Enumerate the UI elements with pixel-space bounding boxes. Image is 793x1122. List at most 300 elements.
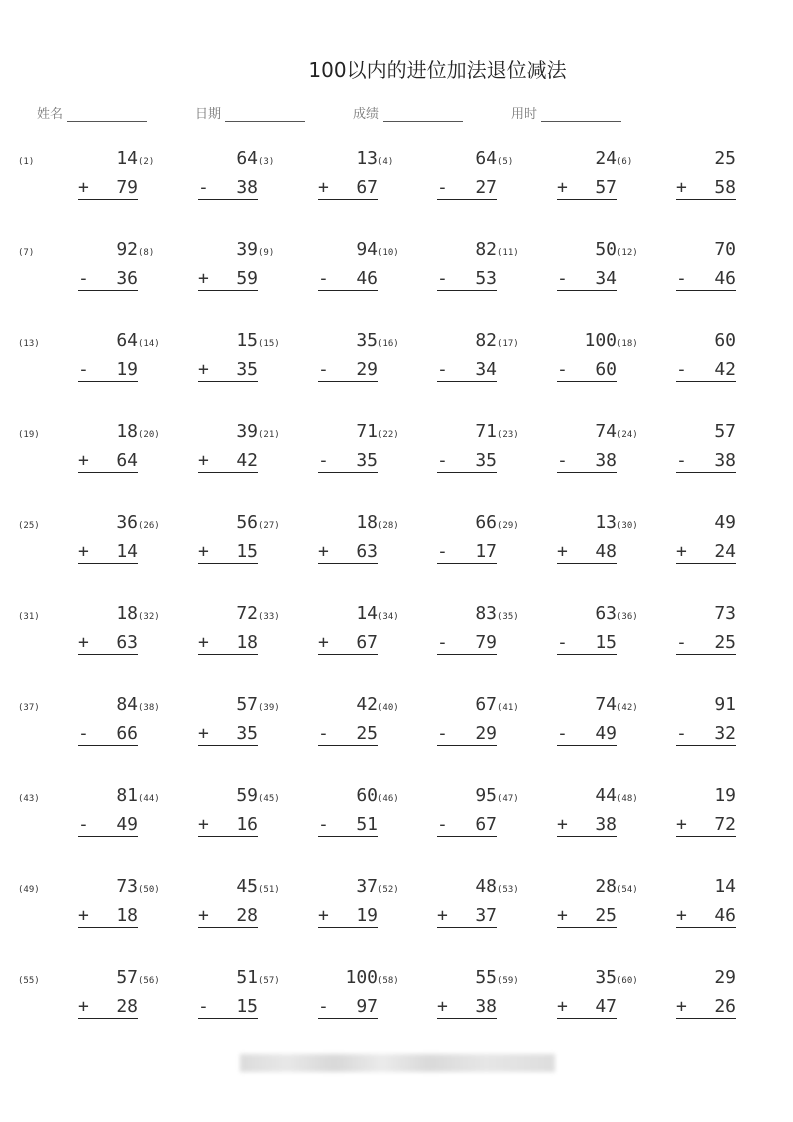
problem-item xyxy=(258,330,378,392)
second-operand: 28 xyxy=(116,996,138,1017)
problem-item xyxy=(377,876,497,938)
problem-number: (1) xyxy=(18,157,35,167)
problem-item xyxy=(138,421,258,483)
problem-number: (48) xyxy=(616,794,638,804)
problem-item xyxy=(18,148,138,210)
first-operand: 82 xyxy=(475,330,497,351)
problem-item xyxy=(138,694,258,756)
operator-sign: - xyxy=(557,632,568,653)
first-operand: 18 xyxy=(356,512,378,533)
operator-sign: + xyxy=(78,905,89,926)
answer-line[interactable] xyxy=(78,814,138,837)
first-operand: 73 xyxy=(116,876,138,897)
second-operand: 25 xyxy=(356,723,378,744)
first-operand: 56 xyxy=(236,512,258,533)
second-operand: 35 xyxy=(236,723,258,744)
operator-sign: + xyxy=(557,996,568,1017)
problem-number: (49) xyxy=(18,885,40,895)
answer-line[interactable] xyxy=(318,723,378,746)
second-operand: 37 xyxy=(475,905,497,926)
problem-number: (50) xyxy=(138,885,160,895)
problem-item xyxy=(377,694,497,756)
first-operand: 13 xyxy=(595,512,617,533)
answer-line[interactable] xyxy=(676,632,736,655)
problem-number: (33) xyxy=(258,612,280,622)
first-operand: 64 xyxy=(475,148,497,169)
problem-number: (46) xyxy=(377,794,399,804)
second-operand: 47 xyxy=(595,996,617,1017)
second-operand: 57 xyxy=(595,177,617,198)
problem-item xyxy=(497,330,617,392)
answer-line[interactable] xyxy=(437,450,497,473)
operator-sign: + xyxy=(198,723,209,744)
problem-number: (7) xyxy=(18,248,35,258)
problem-number: (4) xyxy=(377,157,394,167)
problem-item xyxy=(258,512,378,574)
answer-line[interactable] xyxy=(437,814,497,837)
first-operand: 73 xyxy=(714,603,736,624)
operator-sign: - xyxy=(437,268,448,289)
answer-line[interactable] xyxy=(198,814,258,837)
problem-number: (12) xyxy=(616,248,638,258)
answer-line[interactable] xyxy=(676,450,736,473)
answer-line[interactable] xyxy=(198,268,258,291)
name-label: 姓名 xyxy=(37,107,64,122)
problem-item xyxy=(258,876,378,938)
second-operand: 60 xyxy=(595,359,617,380)
answer-line[interactable] xyxy=(676,905,736,928)
operator-sign: - xyxy=(437,359,448,380)
second-operand: 26 xyxy=(714,996,736,1017)
problem-number: (37) xyxy=(18,703,40,713)
first-operand: 57 xyxy=(714,421,736,442)
problem-number: (35) xyxy=(497,612,519,622)
problem-item xyxy=(18,239,138,301)
problem-number: (17) xyxy=(497,339,519,349)
first-operand: 35 xyxy=(356,330,378,351)
problem-number: (26) xyxy=(138,521,160,531)
second-operand: 25 xyxy=(595,905,617,926)
answer-line[interactable] xyxy=(78,359,138,382)
problem-number: (31) xyxy=(18,612,40,622)
operator-sign: + xyxy=(198,359,209,380)
second-operand: 15 xyxy=(236,541,258,562)
second-operand: 46 xyxy=(356,268,378,289)
operator-sign: + xyxy=(318,541,329,562)
answer-line[interactable] xyxy=(676,268,736,291)
answer-line[interactable] xyxy=(676,177,736,200)
problem-number: (59) xyxy=(497,976,519,986)
operator-sign: + xyxy=(557,814,568,835)
operator-sign: - xyxy=(198,996,209,1017)
second-operand: 19 xyxy=(116,359,138,380)
first-operand: 35 xyxy=(595,967,617,988)
problem-item xyxy=(138,876,258,938)
first-operand: 72 xyxy=(236,603,258,624)
first-operand: 14 xyxy=(116,148,138,169)
problem-item xyxy=(138,330,258,392)
first-operand: 36 xyxy=(116,512,138,533)
first-operand: 48 xyxy=(475,876,497,897)
problem-number: (13) xyxy=(18,339,40,349)
second-operand: 49 xyxy=(116,814,138,835)
first-operand: 42 xyxy=(356,694,378,715)
answer-line[interactable] xyxy=(198,541,258,564)
operator-sign: + xyxy=(78,450,89,471)
operator-sign: - xyxy=(318,814,329,835)
operator-sign: + xyxy=(676,541,687,562)
answer-line[interactable] xyxy=(318,905,378,928)
answer-line[interactable] xyxy=(557,996,617,1019)
operator-sign: - xyxy=(676,632,687,653)
problem-item xyxy=(258,694,378,756)
answer-line[interactable] xyxy=(198,632,258,655)
operator-sign: - xyxy=(676,450,687,471)
answer-line[interactable] xyxy=(318,814,378,837)
answer-line[interactable] xyxy=(676,723,736,746)
answer-line[interactable] xyxy=(557,268,617,291)
problem-item xyxy=(616,512,736,574)
answer-line[interactable] xyxy=(437,359,497,382)
problem-item xyxy=(18,694,138,756)
answer-line[interactable] xyxy=(318,177,378,200)
operator-sign: + xyxy=(78,632,89,653)
answer-line[interactable] xyxy=(78,541,138,564)
problem-item xyxy=(138,603,258,665)
problem-item xyxy=(616,694,736,756)
answer-line[interactable] xyxy=(437,996,497,1019)
problem-number: (28) xyxy=(377,521,399,531)
answer-line[interactable] xyxy=(437,723,497,746)
operator-sign: + xyxy=(198,541,209,562)
second-operand: 42 xyxy=(714,359,736,380)
problem-number: (53) xyxy=(497,885,519,895)
operator-sign: + xyxy=(557,177,568,198)
problem-item xyxy=(497,876,617,938)
problem-number: (9) xyxy=(258,248,275,258)
second-operand: 46 xyxy=(714,905,736,926)
answer-line[interactable] xyxy=(318,359,378,382)
problem-number: (22) xyxy=(377,430,399,440)
problem-item xyxy=(18,967,138,1029)
problem-item xyxy=(497,512,617,574)
problem-number: (39) xyxy=(258,703,280,713)
second-operand: 46 xyxy=(714,268,736,289)
answer-line[interactable] xyxy=(557,541,617,564)
problem-item xyxy=(497,785,617,847)
operator-sign: - xyxy=(557,268,568,289)
second-operand: 58 xyxy=(714,177,736,198)
operator-sign: - xyxy=(318,996,329,1017)
answer-line[interactable] xyxy=(557,632,617,655)
problem-number: (38) xyxy=(138,703,160,713)
operator-sign: - xyxy=(676,723,687,744)
operator-sign: + xyxy=(198,450,209,471)
first-operand: 51 xyxy=(236,967,258,988)
problem-item xyxy=(18,603,138,665)
answer-line[interactable] xyxy=(198,177,258,200)
first-operand: 74 xyxy=(595,421,617,442)
answer-line[interactable] xyxy=(557,814,617,837)
problem-number: (25) xyxy=(18,521,40,531)
second-operand: 27 xyxy=(475,177,497,198)
answer-line[interactable] xyxy=(437,177,497,200)
operator-sign: + xyxy=(198,632,209,653)
first-operand: 64 xyxy=(236,148,258,169)
first-operand: 29 xyxy=(714,967,736,988)
first-operand: 81 xyxy=(116,785,138,806)
second-operand: 38 xyxy=(475,996,497,1017)
operator-sign: - xyxy=(437,541,448,562)
operator-sign: + xyxy=(198,268,209,289)
answer-line[interactable] xyxy=(78,268,138,291)
problem-item xyxy=(138,967,258,1029)
operator-sign: + xyxy=(676,905,687,926)
problem-item xyxy=(258,239,378,301)
second-operand: 38 xyxy=(236,177,258,198)
first-operand: 84 xyxy=(116,694,138,715)
first-operand: 45 xyxy=(236,876,258,897)
second-operand: 72 xyxy=(714,814,736,835)
time-label: 用时 xyxy=(511,107,538,122)
problem-item xyxy=(377,512,497,574)
second-operand: 38 xyxy=(595,450,617,471)
answer-line[interactable] xyxy=(78,723,138,746)
answer-line[interactable] xyxy=(318,996,378,1019)
second-operand: 34 xyxy=(595,268,617,289)
problem-item xyxy=(616,239,736,301)
answer-line[interactable] xyxy=(437,541,497,564)
problem-number: (54) xyxy=(616,885,638,895)
problem-number: (11) xyxy=(497,248,519,258)
answer-line[interactable] xyxy=(557,905,617,928)
operator-sign: - xyxy=(557,723,568,744)
problem-number: (55) xyxy=(18,976,40,986)
answer-line[interactable] xyxy=(557,359,617,382)
operator-sign: - xyxy=(318,723,329,744)
answer-line[interactable] xyxy=(676,541,736,564)
problem-item xyxy=(258,785,378,847)
problem-number: (20) xyxy=(138,430,160,440)
operator-sign: - xyxy=(437,450,448,471)
answer-line[interactable] xyxy=(318,268,378,291)
second-operand: 35 xyxy=(475,450,497,471)
first-operand: 37 xyxy=(356,876,378,897)
answer-line[interactable] xyxy=(676,359,736,382)
problem-number: (18) xyxy=(616,339,638,349)
second-operand: 64 xyxy=(116,450,138,471)
operator-sign: - xyxy=(676,359,687,380)
first-operand: 82 xyxy=(475,239,497,260)
problem-number: (16) xyxy=(377,339,399,349)
operator-sign: + xyxy=(78,996,89,1017)
problem-number: (2) xyxy=(138,157,155,167)
second-operand: 79 xyxy=(475,632,497,653)
operator-sign: + xyxy=(318,905,329,926)
problem-item xyxy=(497,239,617,301)
first-operand: 71 xyxy=(356,421,378,442)
problem-item xyxy=(138,239,258,301)
problem-number: (44) xyxy=(138,794,160,804)
answer-line[interactable] xyxy=(78,996,138,1019)
answer-line[interactable] xyxy=(318,541,378,564)
problem-number: (8) xyxy=(138,248,155,258)
answer-line[interactable] xyxy=(318,632,378,655)
answer-line[interactable] xyxy=(557,177,617,200)
second-operand: 34 xyxy=(475,359,497,380)
first-operand: 50 xyxy=(595,239,617,260)
first-operand: 25 xyxy=(714,148,736,169)
first-operand: 95 xyxy=(475,785,497,806)
first-operand: 70 xyxy=(714,239,736,260)
problem-number: (47) xyxy=(497,794,519,804)
operator-sign: - xyxy=(676,268,687,289)
answer-line[interactable] xyxy=(198,996,258,1019)
second-operand: 35 xyxy=(356,450,378,471)
answer-line[interactable] xyxy=(557,723,617,746)
second-operand: 38 xyxy=(714,450,736,471)
operator-sign: + xyxy=(676,814,687,835)
problem-item xyxy=(377,421,497,483)
answer-line[interactable] xyxy=(198,723,258,746)
second-operand: 14 xyxy=(116,541,138,562)
operator-sign: + xyxy=(676,996,687,1017)
answer-line[interactable] xyxy=(437,268,497,291)
answer-line[interactable] xyxy=(198,359,258,382)
operator-sign: + xyxy=(198,905,209,926)
answer-line[interactable] xyxy=(676,814,736,837)
blurred-footer-watermark xyxy=(240,1054,555,1072)
second-operand: 15 xyxy=(236,996,258,1017)
second-operand: 63 xyxy=(356,541,378,562)
first-operand: 39 xyxy=(236,421,258,442)
problem-number: (5) xyxy=(497,157,514,167)
problem-number: (57) xyxy=(258,976,280,986)
problem-number: (41) xyxy=(497,703,519,713)
problem-item xyxy=(616,603,736,665)
answer-line[interactable] xyxy=(78,632,138,655)
answer-line[interactable] xyxy=(557,450,617,473)
first-operand: 28 xyxy=(595,876,617,897)
first-operand: 15 xyxy=(236,330,258,351)
problem-number: (10) xyxy=(377,248,399,258)
problem-number: (32) xyxy=(138,612,160,622)
problem-number: (27) xyxy=(258,521,280,531)
answer-line[interactable] xyxy=(676,996,736,1019)
first-operand: 60 xyxy=(714,330,736,351)
problem-item xyxy=(497,421,617,483)
answer-line[interactable] xyxy=(198,450,258,473)
second-operand: 48 xyxy=(595,541,617,562)
problem-number: (23) xyxy=(497,430,519,440)
second-operand: 67 xyxy=(475,814,497,835)
problem-item xyxy=(497,694,617,756)
problem-number: (60) xyxy=(616,976,638,986)
operator-sign: - xyxy=(557,359,568,380)
first-operand: 83 xyxy=(475,603,497,624)
problem-item xyxy=(616,876,736,938)
problem-number: (43) xyxy=(18,794,40,804)
first-operand: 66 xyxy=(475,512,497,533)
problem-item xyxy=(138,785,258,847)
second-operand: 67 xyxy=(356,177,378,198)
operator-sign: + xyxy=(437,905,448,926)
problem-item xyxy=(616,967,736,1029)
second-operand: 29 xyxy=(356,359,378,380)
problem-item xyxy=(258,421,378,483)
operator-sign: + xyxy=(198,814,209,835)
second-operand: 25 xyxy=(714,632,736,653)
first-operand: 14 xyxy=(714,876,736,897)
operator-sign: + xyxy=(318,632,329,653)
score-label: 成绩 xyxy=(353,107,380,122)
operator-sign: - xyxy=(78,814,89,835)
answer-line[interactable] xyxy=(78,905,138,928)
operator-sign: - xyxy=(318,450,329,471)
second-operand: 66 xyxy=(116,723,138,744)
problem-number: (29) xyxy=(497,521,519,531)
problem-number: (30) xyxy=(616,521,638,531)
problem-item xyxy=(18,421,138,483)
first-operand: 100 xyxy=(584,330,617,351)
second-operand: 17 xyxy=(475,541,497,562)
problem-item xyxy=(377,785,497,847)
problem-item xyxy=(258,603,378,665)
first-operand: 57 xyxy=(116,967,138,988)
problem-item xyxy=(138,512,258,574)
problem-item xyxy=(18,330,138,392)
problem-item xyxy=(497,967,617,1029)
operator-sign: - xyxy=(78,359,89,380)
problem-number: (56) xyxy=(138,976,160,986)
problem-item xyxy=(18,876,138,938)
first-operand: 64 xyxy=(116,330,138,351)
first-operand: 57 xyxy=(236,694,258,715)
second-operand: 32 xyxy=(714,723,736,744)
first-operand: 18 xyxy=(116,421,138,442)
problem-item xyxy=(258,967,378,1029)
second-operand: 51 xyxy=(356,814,378,835)
operator-sign: - xyxy=(437,632,448,653)
answer-line[interactable] xyxy=(198,905,258,928)
answer-line[interactable] xyxy=(318,450,378,473)
problem-number: (58) xyxy=(377,976,399,986)
problem-item xyxy=(497,603,617,665)
answer-line[interactable] xyxy=(437,905,497,928)
second-operand: 49 xyxy=(595,723,617,744)
problem-number: (34) xyxy=(377,612,399,622)
second-operand: 15 xyxy=(595,632,617,653)
answer-line[interactable] xyxy=(437,632,497,655)
second-operand: 67 xyxy=(356,632,378,653)
second-operand: 28 xyxy=(236,905,258,926)
first-operand: 94 xyxy=(356,239,378,260)
problem-number: (19) xyxy=(18,430,40,440)
first-operand: 67 xyxy=(475,694,497,715)
operator-sign: - xyxy=(437,723,448,744)
problem-item xyxy=(616,148,736,210)
answer-line[interactable] xyxy=(78,450,138,473)
first-operand: 71 xyxy=(475,421,497,442)
answer-line[interactable] xyxy=(78,177,138,200)
first-operand: 24 xyxy=(595,148,617,169)
problem-number: (45) xyxy=(258,794,280,804)
operator-sign: - xyxy=(437,177,448,198)
first-operand: 74 xyxy=(595,694,617,715)
first-operand: 44 xyxy=(595,785,617,806)
second-operand: 29 xyxy=(475,723,497,744)
second-operand: 24 xyxy=(714,541,736,562)
